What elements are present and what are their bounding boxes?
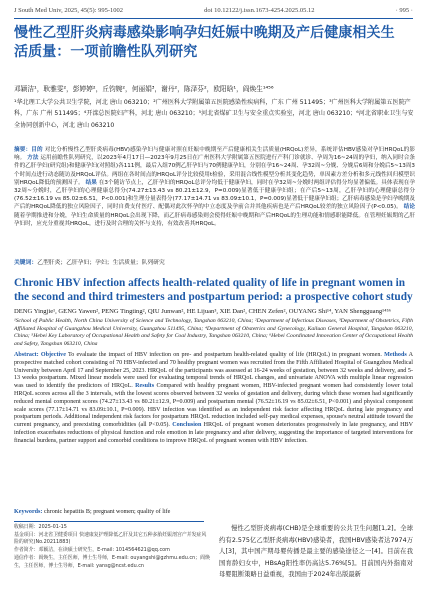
corresponding-author: 通信作者：阎焕生，主任医师，博士生导师，E-mail: ouyangshi@gzhmu.edu.cn；阎焕生，主任医师，博士生导师，E-mail: yansg@ncst.edu.cn [14,554,210,569]
keywords-label-cn: 关键词： [14,260,38,266]
author-bio: 作者简介：邓颖洁，在读硕士研究生，E-mail: 1014564621@qq.com [14,547,170,554]
conclusion-label-en: Conclusion [172,422,202,429]
article-title-cn: 慢性乙型肝炎病毒感染影响孕妇妊娠中晚期及产后健康相关生活质量：一项前瞻性队列研究 [14,25,395,60]
received-date: 收稿日期：2025-01-15 [14,524,67,530]
conclusion-label-cn: 结论 [403,204,415,211]
results-label-en: Results [135,383,155,390]
methods-label-cn: 方法 [27,155,39,162]
results-text-cn: 在3个随访节点上，乙肝孕妇的HRQoL总评分均低于健康孕妇，同时在孕32周~分娩时两组评估得分均显著偏低。具体表现在孕32周~分娩时，乙肝孕妇的心理健康总得分(74.27±13.43 vs 80.21±12.9，P=0.009)显著低于健康孕妇组；在产后5~13周，乙肝孕妇的心理健康总得分(76.52±16.19 vs 85.02±6.51，P<0.001)和生理分量表得分(77.17±14.71 vs 83.09±10.1，P=0.009)显著低于健康孕妇组；乙肝病毒感染是孕妇孕晚期及产后的HRQoL降低的独立风险因子，同时自费支付医疗、配偶对此次怀孕的中立态度及孕前合并其他疾病也是产后HRQoL较差的独立风险因子(P<0.05)。 [14,179,415,211]
header-journal-info: J South Med Univ, 2025, 45(5): 995-1002 [14,6,123,14]
header-page-number: · 995 · [395,6,413,14]
abstract-en [14,352,413,446]
authors-en: DENG Yingjie¹, GENG Yawen², PENG Tingting², QIU Junwan², HE Lijuan³, XIE Dan², CHEN Zefen², OUYANG Shi¹⁴, YAN Shengguang¹⁴⁵⁶ [14,308,392,315]
running-header [14,5,413,15]
header-doi: doi 10.12122/j.issn.1673-4254.2025.05.12 [204,6,315,14]
methods-text-en: A prospective matched cohort consisting of 70 HBV-infected and 70 healthy pregnant women was recruited from the Fifth Affiliated Hospital of Guangzhou Medical University between April 17 and September 25, 2023. HRQoL of the participants was assessed at 16-24 weeks of gestation, between 32 weeks and delivery, and 5-13 weeks postpartum. Mixed linear models were used for evaluating temporal trends of HRQoL changes, and univariate ANOVA with multiple linear regression was used to identify the predictors of HRQoL. [14,352,413,390]
keywords-text-cn: 乙型肝炎；乙肝孕妇；孕妇；生活质量；队列研究 [37,260,165,266]
objective-label-en: Objective [40,352,66,358]
funding-info: 基金项目：河北省卫健委项目 快速康复护理降低乙肝及其它五种多胎妊娠剖宫产并发症风险的研究(No.20211883) [14,531,207,546]
conclusion-text-cn: 随着孕期推进和分娩，孕妇生命质量的HRQoL会出现下降，而乙肝病毒感染则会使得妊娠中晚期和产后HRQoL的生理功能和情感职能降低。在管理妊娠期的乙肝孕妇时，应充分重视其HRQoL，进行及时合理的关怀与支持，有效改善其HRQoL。 [14,212,415,227]
article-metadata [14,524,210,570]
results-label-cn: 结果 [85,179,97,186]
keywords-cn [14,259,413,267]
conclusion-text-en: HRQoL of pregnant women deteriorates progressively in late pregnancy, and HBV infection exacerbates reductions of physical function and role emotion in late pregnancy and after delivery, suggesting the importance of targeted interventions for financial burdens, partner support and comorbid conditions to improve HRQoL of pregnant women with HBV infection. [14,422,414,444]
affiliations-en: ¹School of Public Health, North China University of Science and Technology, Tangshan 063210, China; ²Department of Infectious Diseases, ³Department of Obstetrics, Fifth Affiliated Hospital of Guangzhou Medical University, Guangzhou 511495, China; ⁴Department of Obstetrics and Gynecology, Kailuan General Hospital, Tangshan 063210, China; ⁵Hebei Key Laboratory of Occupational Health and Safety for Coal Industry, Tangshan 063210, China; ⁶Hebei Coordinated Innovation Center of Occupational Health and Safety, Tangshan 063210, China [14,318,413,347]
objective-text-cn: 对比分析慢性乙型肝炎病毒(HBV)感染孕妇与健康对照在妊娠中晚期至产后健康相关生活质量(HRQoL)差异，系统评估HBV感染对孕妇HRQoL的影响。 [14,147,415,162]
affiliations-cn: ¹华北理工大学公共卫生学院，河北 唐山 063210；²广州医科大学附属第五医院感染性疾病科，广东 广州 511495；³广州医科大学附属第五医院产科，广东 广州 511495；⁴开滦总医院妇产科，河北 唐山 063210；⁵河北省煤矿卫生与安全重点实验室，河北 唐山 063210；⁶河北省职业卫生与安全协同创新中心，河北 唐山 063210 [14,99,414,129]
methods-label-en: Methods [384,352,407,358]
abstract-label-en: Abstract: [14,352,39,358]
results-text-en: Compared with healthy pregnant women, HBV-infected pregnant women had consistently lower total HRQoL scores across all the 3 intervals, with the lowest scores observed between 32 weeks of gestation and delivery, during which these women had significantly reduced mental component scores (74.27±13.43 vs 80.21±12.9, P=0.009) and postpartum mental (76.52±16.19 vs 85.02±6.51, P<0.001) and physical component scale scores (77.17±14.71 vs 83.09±10.1, P=0.009). HBV infection was identified as an independent risk factor affecting HRQoL during late pregnancy and postpartum periods. Additional independent risk factors for postpartum HRQoL reduction included self-pay medical expenses, spouse's neutral attitude toward the current pregnancy, and preexisting comorbidities (all P<0.05). [14,383,413,429]
keywords-en [14,509,413,517]
authors-cn: 邓颖洁¹，耿雅雯²，彭婷婷²，丘钧婉²，何丽娟³，谢丹²，陈泽芬²，欧阳晗¹，阎焕生¹⁴⁵⁶ [14,85,274,93]
objective-label-cn: 目的 [31,147,43,153]
keywords-label-en: Keywords: [14,509,43,515]
article-title-en: Chronic HBV infection affects health-related quality of life in pregnant women in the second and third trimesters and postpartum period: a prospective cohort study [14,277,413,303]
footnote-rule [14,521,204,522]
abstract-cn [14,146,415,228]
body-paragraph: 慢性乙型肝炎病毒(CHB)是全球重要的公共卫生问题[1,2]。全球约有2.575亿乙型肝炎病毒(HBV)感染者，我国HBV感染者达7974万人[3]，其中国产期母婴传播是最主要的感染途径之一[4]。目前在我国育龄妇女中，HBsAg阳性率仍高达5.76%[5]。目前国内外指南对母婴阻断策略日益重视，我国由于2024年出版最新 [219,525,413,579]
keywords-text-en: chronic hepatitis B; pregnant women; quality of life [43,509,171,515]
objective-text-en: To evaluate the impact of HBV infection on pre- and postpartum health-related quality of life (HRQoL) in pregnant women. [67,352,382,358]
abstract-label-cn: 摘要： [14,147,32,153]
header-rule [14,18,413,19]
methods-text-cn: 运用前瞻性队列研究，以2023年4月17日—2023年9月25日在广州医科大学附属第五医院进行产科门诊就诊、孕周为16~24周的孕妇，纳入同时合条件的乙肝孕妇(研究组)和健康孕妇(对照组)各111例，最后入组70例乙肝孕妇与70例健康孕妇，分别在孕16~24周、孕32周~分娩、分娩后6周和分娩后5~13周3个时间点进行动态随访及HRQoL评估。两组在各时间点的HRQoL评分比较使用t检验，采用混合线性模型分析其变化趋势，单因素方差分析和多元线性回归模型识别HRQoL降低的预测因子。 [14,155,415,186]
